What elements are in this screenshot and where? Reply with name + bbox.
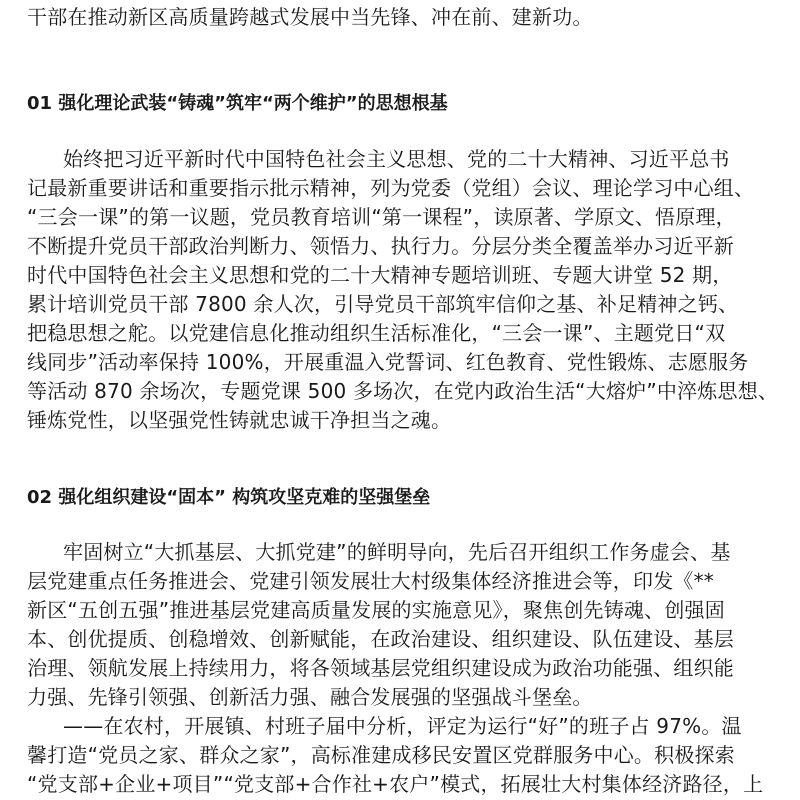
paragraph-line: 层党建重点任务推进会、党建引领发展壮大村级集体经济推进会等，印发《**: [27, 569, 714, 593]
paragraph-line: 时代中国特色社会主义思想和党的二十大精神专题培训班、专题大讲堂 52 期，: [27, 263, 733, 287]
paragraph-line: 力强、先锋引领强、创新活力强、融合发展强的坚强战斗堡垒。: [27, 685, 593, 709]
paragraph-line: 记最新重要讲话和重要指示批示精神，列为党委（党组）会议、理论学习中心组、: [27, 176, 755, 200]
paragraph-line: 不断提升党员干部政治判断力、领悟力、执行力。分层分类全覆盖举办习近平新: [27, 234, 734, 258]
paragraph-line: “三会一课”的第一议题，党员教育培训“第一课程”，读原著、学原文、悟原理，: [27, 205, 736, 229]
paragraph-line: 本、创优提质、创稳增效、创新赋能，在政治建设、组织建设、队伍建设、基层: [27, 627, 734, 651]
paragraph-line: 牢固树立“大抓基层、大抓党建”的鲜明导向，先后召开组织工作务虚会、基: [63, 540, 731, 564]
section-heading: 01 强化理论武装“铸魂”筑牢“两个维护”的思想根基: [27, 93, 448, 114]
paragraph-line: 把稳思想之舵。以党建信息化推动组织生活标准化，“三会一课”、主题党日“双: [27, 321, 726, 345]
paragraph-line: 等活动 870 余场次，专题党课 500 多场次，在党内政治生活“大熔炉”中淬炼思想、: [27, 379, 779, 403]
paragraph-line: 锤炼党性，以坚强党性铸就忠诚干净担当之魂。: [27, 408, 452, 432]
paragraph-line: “党支部+企业+项目”“党支部+合作社+农户”模式，拓展壮大村集体经济路径，上: [27, 772, 764, 796]
section-heading: 02 强化组织建设“固本” 构筑攻坚克难的坚强堡垒: [27, 487, 431, 508]
paragraph-line: 线同步”活动率保持 100%，开展重温入党誓词、红色教育、党性锻炼、志愿服务: [27, 350, 749, 374]
paragraph-line: 干部在推动新区高质量跨越式发展中当先锋、冲在前、建新功。: [27, 5, 593, 29]
paragraph-line: 累计培训党员干部 7800 余人次，引导党员干部筑牢信仰之基、补足精神之钙、: [27, 292, 739, 316]
paragraph-line: 治理、领航发展上持续用力，将各领域基层党组织建设成为政治功能强、组织能: [27, 656, 734, 680]
paragraph-line: 馨打造“党员之家、群众之家”，高标准建成移民安置区党群服务中心。积极探索: [27, 743, 735, 767]
paragraph-line: 始终把习近平新时代中国特色社会主义思想、党的二十大精神、习近平总书: [63, 147, 730, 171]
paragraph-line: 新区“五创五强”推进基层党建高质量发展的实施意见》，聚焦创先铸魂、创强固: [27, 598, 725, 622]
paragraph-line: ——在农村，开展镇、村班子届中分析，评定为运行“好”的班子占 97%。温: [63, 714, 742, 738]
